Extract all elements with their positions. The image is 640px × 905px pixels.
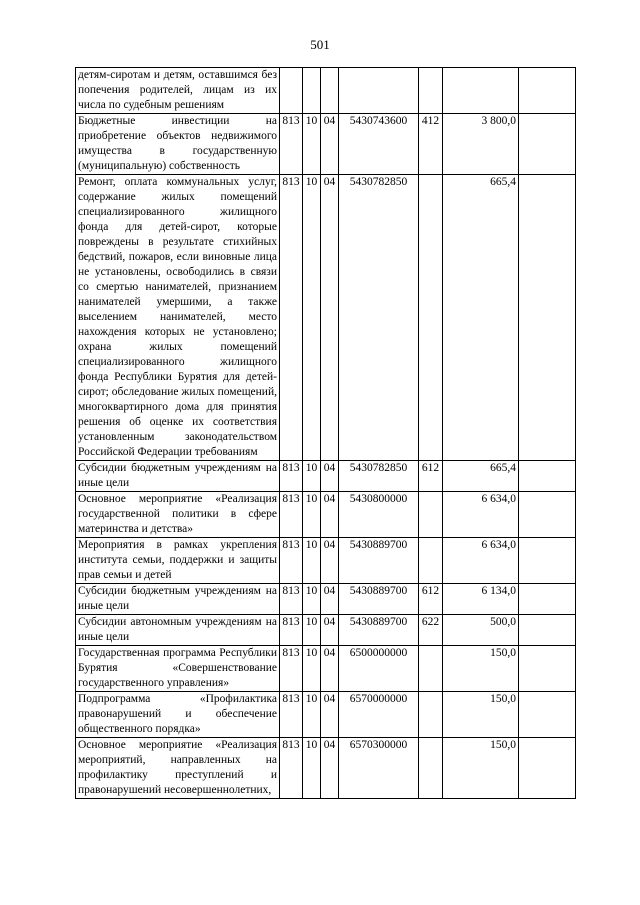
row-amount-cell: 150,0 xyxy=(443,738,519,799)
row-expense-type-cell xyxy=(419,492,443,538)
row-gov-code-cell: 813 xyxy=(280,738,303,799)
row-section-cell: 10 xyxy=(303,492,321,538)
row-target-article-cell: 5430889700 xyxy=(339,615,419,646)
row-name-cell: Мероприятия в рамках укрепления института семьи, поддержки и защиты прав семьи и детей xyxy=(76,538,280,584)
row-name-cell: Субсидии бюджетным учреждениям на иные цели xyxy=(76,584,280,615)
table-row xyxy=(76,584,576,615)
row-section-cell: 10 xyxy=(303,461,321,492)
row-empty-cell xyxy=(519,461,576,492)
row-name-cell: Бюджетные инвестиции на приобретение объектов недвижимого имущества в государственную (муниципальную) собственность xyxy=(76,114,280,175)
row-empty-cell xyxy=(519,492,576,538)
row-target-article-cell: 5430782850 xyxy=(339,461,419,492)
row-subsection-cell: 04 xyxy=(321,738,339,799)
row-expense-type-cell xyxy=(419,68,443,114)
row-target-article-cell: 6570300000 xyxy=(339,738,419,799)
row-section-cell: 10 xyxy=(303,175,321,461)
row-section-cell: 10 xyxy=(303,615,321,646)
row-target-article-cell: 5430743600 xyxy=(339,114,419,175)
row-empty-cell xyxy=(519,584,576,615)
row-name-cell: детям-сиротам и детям, оставшимся без попечения родителей, лицам из их числа по судебным решениям xyxy=(76,68,280,114)
row-empty-cell xyxy=(519,68,576,114)
table-row xyxy=(76,492,576,538)
table-row xyxy=(76,538,576,584)
row-section-cell: 10 xyxy=(303,114,321,175)
row-target-article-cell: 5430889700 xyxy=(339,584,419,615)
row-target-article-cell: 6570000000 xyxy=(339,692,419,738)
table-row xyxy=(76,615,576,646)
row-gov-code-cell: 813 xyxy=(280,584,303,615)
row-expense-type-cell xyxy=(419,538,443,584)
row-amount-cell xyxy=(443,68,519,114)
row-subsection-cell: 04 xyxy=(321,615,339,646)
table-row xyxy=(76,114,576,175)
row-section-cell: 10 xyxy=(303,538,321,584)
row-gov-code-cell: 813 xyxy=(280,646,303,692)
row-gov-code-cell: 813 xyxy=(280,175,303,461)
row-amount-cell: 150,0 xyxy=(443,646,519,692)
row-target-article-cell: 5430800000 xyxy=(339,492,419,538)
row-name-cell: Основное мероприятие «Реализация государственной политики в сфере материнства и детства» xyxy=(76,492,280,538)
row-name-cell: Государственная программа Республики Бурятия «Совершенствование государственного управления» xyxy=(76,646,280,692)
row-subsection-cell: 04 xyxy=(321,492,339,538)
row-subsection-cell xyxy=(321,68,339,114)
row-name-cell: Основное мероприятие «Реализация мероприятий, направленных на профилактику преступлений и правонарушений несовершеннолетних, xyxy=(76,738,280,799)
row-expense-type-cell xyxy=(419,692,443,738)
row-subsection-cell: 04 xyxy=(321,114,339,175)
row-empty-cell xyxy=(519,175,576,461)
row-gov-code-cell xyxy=(280,68,303,114)
row-amount-cell: 6 134,0 xyxy=(443,584,519,615)
row-expense-type-cell: 612 xyxy=(419,461,443,492)
row-expense-type-cell xyxy=(419,175,443,461)
row-target-article-cell: 5430782850 xyxy=(339,175,419,461)
row-gov-code-cell: 813 xyxy=(280,114,303,175)
row-section-cell: 10 xyxy=(303,738,321,799)
row-section-cell xyxy=(303,68,321,114)
table-row xyxy=(76,175,576,461)
row-amount-cell: 150,0 xyxy=(443,692,519,738)
row-target-article-cell: 6500000000 xyxy=(339,646,419,692)
table-row xyxy=(76,738,576,799)
row-gov-code-cell: 813 xyxy=(280,692,303,738)
row-gov-code-cell: 813 xyxy=(280,615,303,646)
row-target-article-cell xyxy=(339,68,419,114)
row-subsection-cell: 04 xyxy=(321,538,339,584)
row-name-cell: Ремонт, оплата коммунальных услуг, содержание жилых помещений специализированного жилищного фонда для детей-сирот, которые повреждены в результате стихийных бедствий, пожаров, если виновные лица не установлены, освободились в связи со смертью нанимателей, признанием нанимателей умершими, а также выселением нанимателей, место нахождения которых не установлено; охрана жилых помещений специализированного жилищного фонда Республики Бурятия для детей-сирот; обследование жилых помещений, многоквартирного дома для принятия решения об оценке их соответствия установленным законодательством Российской Федерации требованиям xyxy=(76,175,280,461)
table-row xyxy=(76,461,576,492)
row-target-article-cell: 5430889700 xyxy=(339,538,419,584)
table-row xyxy=(76,646,576,692)
row-amount-cell: 500,0 xyxy=(443,615,519,646)
row-empty-cell xyxy=(519,738,576,799)
row-subsection-cell: 04 xyxy=(321,461,339,492)
row-gov-code-cell: 813 xyxy=(280,461,303,492)
row-expense-type-cell: 622 xyxy=(419,615,443,646)
row-gov-code-cell: 813 xyxy=(280,538,303,584)
row-empty-cell xyxy=(519,538,576,584)
page-number: 501 xyxy=(310,37,330,52)
row-section-cell: 10 xyxy=(303,584,321,615)
row-amount-cell: 6 634,0 xyxy=(443,492,519,538)
row-amount-cell: 6 634,0 xyxy=(443,538,519,584)
table-row xyxy=(76,68,576,114)
table-row xyxy=(76,692,576,738)
row-empty-cell xyxy=(519,646,576,692)
row-subsection-cell: 04 xyxy=(321,692,339,738)
row-subsection-cell: 04 xyxy=(321,175,339,461)
row-subsection-cell: 04 xyxy=(321,646,339,692)
row-name-cell: Подпрограмма «Профилактика правонарушений и обеспечение общественного порядка» xyxy=(76,692,280,738)
row-expense-type-cell xyxy=(419,738,443,799)
row-subsection-cell: 04 xyxy=(321,584,339,615)
row-expense-type-cell xyxy=(419,646,443,692)
row-empty-cell xyxy=(519,692,576,738)
budget-table-body xyxy=(76,68,576,799)
row-amount-cell: 3 800,0 xyxy=(443,114,519,175)
row-expense-type-cell: 612 xyxy=(419,584,443,615)
row-expense-type-cell: 412 xyxy=(419,114,443,175)
row-name-cell: Субсидии бюджетным учреждениям на иные цели xyxy=(76,461,280,492)
row-name-cell: Субсидии автономным учреждениям на иные цели xyxy=(76,615,280,646)
row-section-cell: 10 xyxy=(303,692,321,738)
row-section-cell: 10 xyxy=(303,646,321,692)
row-amount-cell: 665,4 xyxy=(443,175,519,461)
row-empty-cell xyxy=(519,114,576,175)
row-empty-cell xyxy=(519,615,576,646)
budget-table xyxy=(75,67,576,799)
row-gov-code-cell: 813 xyxy=(280,492,303,538)
row-amount-cell: 665,4 xyxy=(443,461,519,492)
